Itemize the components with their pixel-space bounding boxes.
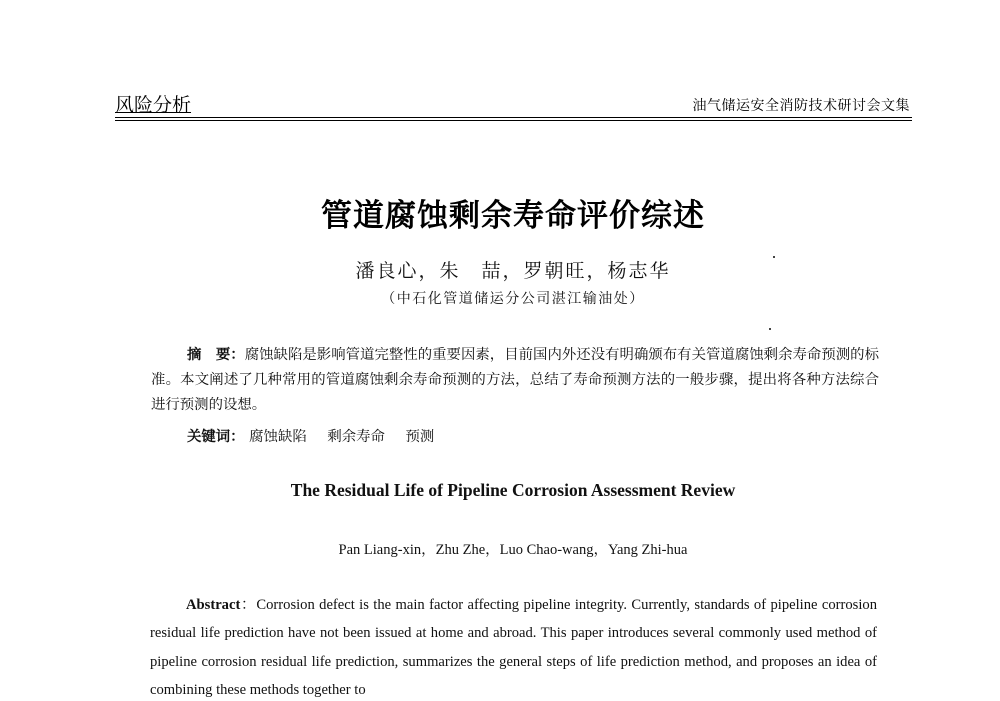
- scan-speck: [773, 256, 775, 258]
- keyword-item: 腐蚀缺陷: [249, 429, 307, 445]
- proceedings-title: 油气储运安全消防技术研讨会文集: [692, 98, 910, 114]
- header-rule: [115, 117, 912, 118]
- authors-cn: 潘良心，朱 喆，罗朝旺，杨志华: [355, 260, 671, 282]
- authors-en: Pan Liang-xin，Zhu Zhe，Luo Chao-wang，Yang Zhi-hua: [338, 542, 688, 558]
- paper-title-en: The Residual Life of Pipeline Corrosion Assessment Review: [290, 480, 736, 500]
- abstract-en-text: Corrosion defect is the main factor affecting pipeline integrity. Currently, standards of pipeline corrosion residual life prediction have not been issued at home and abroad. This paper introduces several commonly used method of pipeline corrosion residual life prediction, summarizes the general steps of life prediction method, and proposes an idea of combining these methods together to: [150, 597, 877, 698]
- abstract-en-separator: ：: [240, 597, 257, 613]
- abstract-en: [150, 591, 877, 701]
- keyword-item: 预测: [405, 429, 435, 445]
- abstract-cn-label: 摘 要：: [187, 347, 245, 363]
- scan-speck: [769, 328, 771, 330]
- paper-title-cn: 管道腐蚀剩余寿命评价综述: [321, 198, 705, 234]
- affiliation-cn: （中石化管道储运分公司湛江输油处）: [381, 291, 645, 307]
- section-label: 风险分析: [115, 94, 192, 116]
- keyword-item: 剩余寿命: [327, 429, 385, 445]
- abstract-cn: [151, 343, 879, 418]
- header-rule: [115, 120, 912, 121]
- keywords-cn-label: 关键词：: [187, 429, 245, 445]
- abstract-cn-text: 腐蚀缺陷是影响管道完整性的重要因素，目前国内外还没有明确颁布有关管道腐蚀剩余寿命预测的标准。本文阐述了几种常用的管道腐蚀剩余寿命预测的方法，总结了寿命预测方法的一般步骤，提出将各种方法综合进行预测的设想。: [151, 347, 879, 413]
- abstract-en-label: Abstract: [186, 597, 241, 613]
- keywords-cn: [187, 425, 450, 446]
